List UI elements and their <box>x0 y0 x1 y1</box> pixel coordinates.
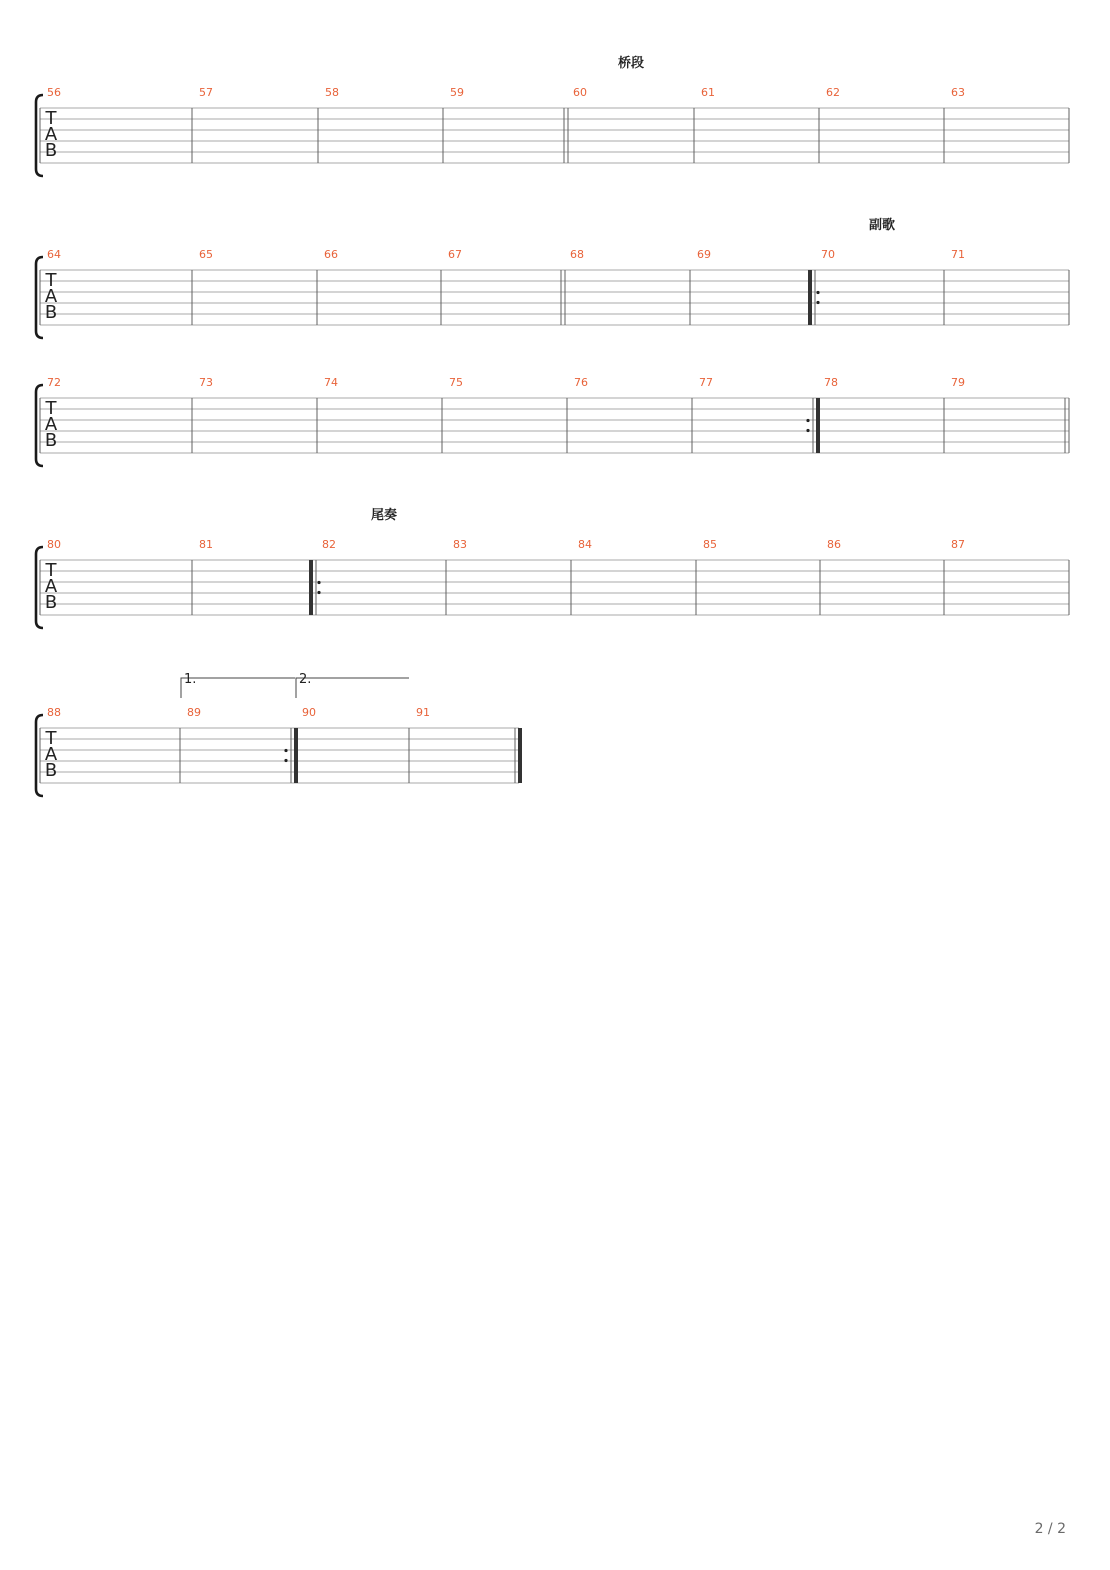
repeat-end-thick-bar <box>294 728 298 783</box>
measure-number: 87 <box>951 538 965 551</box>
measure-number: 85 <box>703 538 717 551</box>
tab-clef-letter: T <box>45 398 57 419</box>
repeat-dot <box>284 759 287 762</box>
measure-number: 64 <box>47 248 61 261</box>
measure-number: 68 <box>570 248 584 261</box>
measure-number: 84 <box>578 538 592 551</box>
tab-clef-letter: B <box>44 302 58 323</box>
page-number: 2 / 2 <box>1034 1521 1066 1537</box>
repeat-dot <box>816 301 819 304</box>
measure-number: 69 <box>697 248 711 261</box>
repeat-dot <box>816 291 819 294</box>
measure-number: 72 <box>47 376 61 389</box>
measure-number: 88 <box>47 706 61 719</box>
measure-number: 83 <box>453 538 467 551</box>
tab-clef-letter: T <box>45 108 57 129</box>
volta-label: 1. <box>184 672 197 687</box>
repeat-end-thick-bar <box>816 398 820 453</box>
measure-number: 76 <box>574 376 588 389</box>
tab-clef-letter: T <box>45 270 57 291</box>
tab-clef-letter: T <box>45 560 57 581</box>
repeat-dot <box>284 749 287 752</box>
measure-number: 79 <box>951 376 965 389</box>
measure-number: 89 <box>187 706 201 719</box>
measure-number: 56 <box>47 86 61 99</box>
measure-number: 61 <box>701 86 715 99</box>
repeat-start-thick-bar <box>309 560 313 615</box>
section-label: 桥段 <box>617 56 645 71</box>
measure-number: 78 <box>824 376 838 389</box>
tab-clef-letter: T <box>45 728 57 749</box>
measure-number: 82 <box>322 538 336 551</box>
tab-clef-letter: B <box>44 760 58 781</box>
repeat-dot <box>806 429 809 432</box>
tab-clef-letter: A <box>44 414 58 435</box>
measure-number: 63 <box>951 86 965 99</box>
tab-clef-letter: B <box>44 430 58 451</box>
tab-clef-letter: B <box>44 592 58 613</box>
measure-number: 67 <box>448 248 462 261</box>
repeat-dot <box>317 591 320 594</box>
measure-number: 91 <box>416 706 430 719</box>
measure-number: 57 <box>199 86 213 99</box>
measure-number: 80 <box>47 538 61 551</box>
measure-number: 66 <box>324 248 338 261</box>
volta-label: 2. <box>299 672 312 687</box>
tab-clef-letter: A <box>44 576 58 597</box>
tab-clef-letter: A <box>44 124 58 145</box>
measure-number: 77 <box>699 376 713 389</box>
measure-number: 58 <box>325 86 339 99</box>
measure-number: 62 <box>826 86 840 99</box>
tab-clef-letter: A <box>44 744 58 765</box>
measure-number: 65 <box>199 248 213 261</box>
repeat-dot <box>806 419 809 422</box>
measure-number: 59 <box>450 86 464 99</box>
tab-clef-letter: A <box>44 286 58 307</box>
measure-number: 81 <box>199 538 213 551</box>
repeat-start-thick-bar <box>808 270 812 325</box>
measure-number: 86 <box>827 538 841 551</box>
measure-number: 71 <box>951 248 965 261</box>
repeat-dot <box>317 581 320 584</box>
tab-clef-letter: B <box>44 140 58 161</box>
measure-number: 70 <box>821 248 835 261</box>
final-thick-bar <box>518 728 522 783</box>
measure-number: 75 <box>449 376 463 389</box>
section-label: 尾奏 <box>370 508 398 523</box>
measure-number: 73 <box>199 376 213 389</box>
volta-bracket <box>296 678 409 698</box>
measure-number: 60 <box>573 86 587 99</box>
section-label: 副歌 <box>868 218 896 233</box>
measure-number: 90 <box>302 706 316 719</box>
volta-bracket <box>181 678 295 698</box>
measure-number: 74 <box>324 376 338 389</box>
